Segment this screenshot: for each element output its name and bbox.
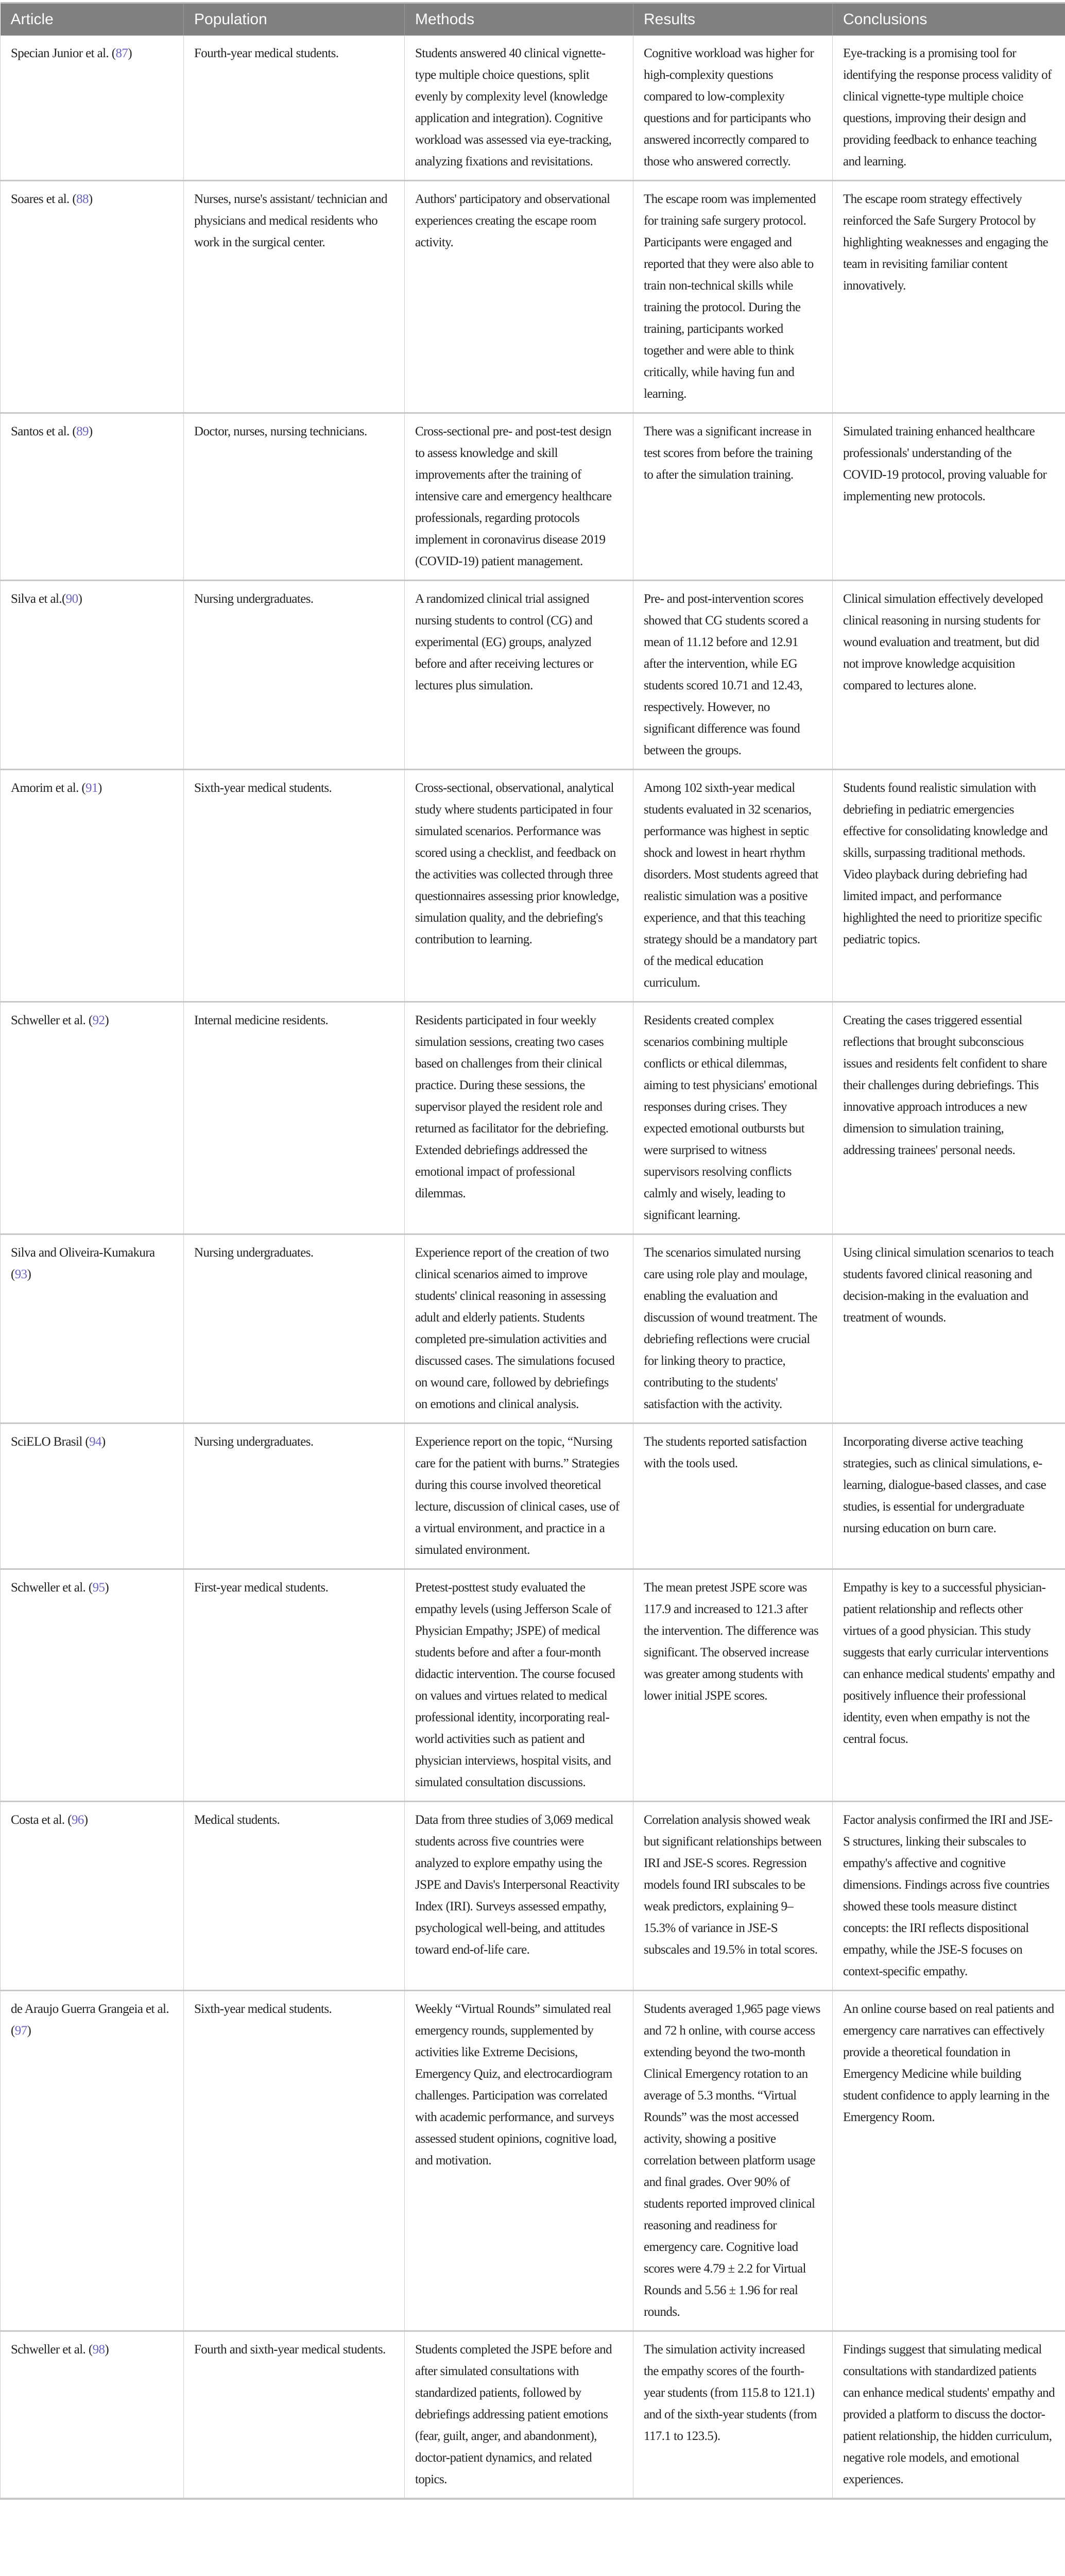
citation-link[interactable]: ( 97 ) — [11, 2024, 31, 2038]
results-cell: The students reported satisfaction with the tools used. — [633, 1423, 833, 1569]
population-cell: Nursing undergraduates. — [184, 1234, 405, 1423]
results-cell: Students averaged 1,965 page views and 72 h online, with course access extending beyond the two-month Clinical Emergency rotation to an average of 5.3 months. “Virtual Rounds” was the most accessed activity, showing a positive correlation between platform usage and final grades. Over 90% of students reported improved clinical reasoning and readiness for emergency care. Cognitive load scores were 4.79 ± 2.2 for Virtual Rounds and 5.56 ± 1.96 for real rounds. — [633, 1991, 833, 2331]
article-name: Silva et al. — [11, 592, 62, 606]
header-conclusions: Conclusions — [833, 3, 1065, 36]
citation-link[interactable]: ( 91 ) — [81, 781, 101, 795]
article-cell — [1, 770, 184, 1002]
methods-cell: Students completed the JSPE before and after simulated consultations with standardized patients, followed by debriefings addressing patient emotions (fear, guilt, anger, and abandonment), doctor-patient dynamics, and related topics. — [405, 2331, 633, 2499]
citation-link[interactable]: ( 94 ) — [85, 1435, 105, 1449]
article-cell — [1, 1234, 184, 1423]
header-row — [1, 3, 1065, 36]
article-name: Costa et al. — [11, 1813, 65, 1827]
citation-link[interactable]: ( 96 ) — [67, 1813, 88, 1827]
methods-cell: Students answered 40 clinical vignette-type multiple choice questions, split evenly by complexity level (knowledge application and integration). Cognitive workload was assessed via eye-tracking, analyzing fixations and revisitations. — [405, 36, 633, 181]
population-cell: Fourth and sixth-year medical students. — [184, 2331, 405, 2499]
header-methods: Methods — [405, 3, 633, 36]
studies-table — [0, 2, 1065, 2500]
conclusions-cell: Empathy is key to a successful physician-patient relationship and reflects other virtues of a good physician. This study suggests that early curricular interventions can enhance medical students' empathy and positively influence their professional identity, even when empathy is not the central focus. — [833, 1569, 1065, 1802]
results-cell: Cognitive workload was higher for high-complexity questions compared to low-complexity questions and for participants who answered incorrectly compared to those who answered correctly. — [633, 36, 833, 181]
citation-link[interactable]: ( 93 ) — [11, 1267, 31, 1281]
table-row — [1, 1569, 1065, 1802]
results-cell: The mean pretest JSPE score was 117.9 and increased to 121.3 after the intervention. The difference was significant. The observed increase was greater among students with lower initial JSPE scores. — [633, 1569, 833, 1802]
population-cell: Nursing undergraduates. — [184, 1423, 405, 1569]
table-row — [1, 1423, 1065, 1569]
table-body — [1, 36, 1065, 2499]
population-cell: Nurses, nurse's assistant/ technician and physicians and medical residents who work in the surgical center. — [184, 181, 405, 413]
header-population: Population — [184, 3, 405, 36]
conclusions-cell: An online course based on real patients and emergency care narratives can effectively provide a theoretical foundation in Emergency Medicine while building student confidence to apply learning in the Emergency Room. — [833, 1991, 1065, 2331]
population-cell: Fourth-year medical students. — [184, 36, 405, 181]
conclusions-cell: Eye-tracking is a promising tool for identifying the response process validity of clinical vignette-type multiple choice questions, improving their design and providing feedback to enhance teaching and learning. — [833, 36, 1065, 181]
conclusions-cell: Clinical simulation effectively developed clinical reasoning in nursing students for wound evaluation and treatment, but did not improve knowledge acquisition compared to lectures alone. — [833, 581, 1065, 770]
citation-link[interactable]: ( 87 ) — [112, 46, 132, 60]
methods-cell: A randomized clinical trial assigned nursing students to control (CG) and experimental (EG) groups, analyzed before and after receiving lectures or lectures plus simulation. — [405, 581, 633, 770]
results-cell: Pre- and post-intervention scores showed that CG students scored a mean of 11.12 before and 12.91 after the intervention, while EG students scored 10.71 and 12.43, respectively. However, no significant difference was found between the groups. — [633, 581, 833, 770]
results-cell: The scenarios simulated nursing care using role play and moulage, enabling the evaluation and discussion of wound treatment. The debriefing reflections were crucial for linking theory to practice, contributing to the students' satisfaction with the activity. — [633, 1234, 833, 1423]
results-cell: Residents created complex scenarios combining multiple conflicts or ethical dilemmas, aiming to test physicians' emotional responses during crises. They expected emotional outbursts but were surprised to witness supervisors resolving conflicts calmly and wisely, leading to significant learning. — [633, 1002, 833, 1234]
methods-cell: Experience report on the topic, “Nursing care for the patient with burns.” Strategies during this course involved theoretical lecture, discussion of clinical cases, use of a virtual environment, and practice in a simulated environment. — [405, 1423, 633, 1569]
table-row — [1, 1802, 1065, 1991]
population-cell: Internal medicine residents. — [184, 1002, 405, 1234]
methods-cell: Cross-sectional, observational, analytical study where students participated in four simulated scenarios. Performance was scored using a checklist, and feedback on the activities was collected through three questionnaires assessing prior knowledge, simulation quality, and the debriefing's contribution to learning. — [405, 770, 633, 1002]
results-cell: There was a significant increase in test scores from before the training to after the simulation training. — [633, 413, 833, 581]
citation-link[interactable]: ( 90 ) — [62, 592, 82, 606]
article-cell — [1, 1991, 184, 2331]
table-row — [1, 36, 1065, 181]
conclusions-cell: Students found realistic simulation with debriefing in pediatric emergencies effective for consolidating knowledge and skills, surpassing traditional methods. Video playback during debriefing had limited impact, and performance highlighted the need to prioritize specific pediatric topics. — [833, 770, 1065, 1002]
table-header — [1, 3, 1065, 36]
results-cell: The escape room was implemented for training safe surgery protocol. Participants were engaged and reported that they were also able to train non-technical skills while training the protocol. During the training, participants worked together and were able to think critically, while having fun and learning. — [633, 181, 833, 413]
article-name: Schweller et al. — [11, 1581, 86, 1595]
methods-cell: Pretest-posttest study evaluated the empathy levels (using Jefferson Scale of Physician Empathy; JSPE) of medical students before and after a four-month didactic intervention. The course focused on values and virtues related to medical professional identity, incorporating real-world activities such as patient and physician interviews, hospital visits, and simulated consultation discussions. — [405, 1569, 633, 1802]
population-cell: Medical students. — [184, 1802, 405, 1991]
methods-cell: Cross-sectional pre- and post-test design to assess knowledge and skill improvements after the training of intensive care and emergency healthcare professionals, regarding protocols implement in coronavirus disease 2019 (COVID-19) patient management. — [405, 413, 633, 581]
conclusions-cell: Factor analysis confirmed the IRI and JSE-S structures, linking their subscales to empathy's affective and cognitive dimensions. Findings across five countries showed these tools measure distinct concepts: the IRI reflects dispositional empathy, while the JSE-S focuses on context-specific empathy. — [833, 1802, 1065, 1991]
article-cell — [1, 1802, 184, 1991]
results-cell: The simulation activity increased the empathy scores of the fourth-year students (from 115.8 to 121.1) and of the sixth-year students (from 117.1 to 123.5). — [633, 2331, 833, 2499]
results-cell: Correlation analysis showed weak but significant relationships between IRI and JSE-S scores. Regression models found IRI subscales to be weak predictors, explaining 9–15.3% of variance in JSE-S subscales and 19.5% in total scores. — [633, 1802, 833, 1991]
conclusions-cell: Incorporating diverse active teaching strategies, such as clinical simulations, e-learning, dialogue-based classes, and case studies, is essential for undergraduate nursing education on burn care. — [833, 1423, 1065, 1569]
table-row — [1, 2331, 1065, 2499]
conclusions-cell: Creating the cases triggered essential reflections that brought subconscious issues and residents felt confident to share their challenges during debriefings. This innovative approach introduces a new dimension to simulation training, addressing trainees' personal needs. — [833, 1002, 1065, 1234]
population-cell: Sixth-year medical students. — [184, 770, 405, 1002]
table-row — [1, 581, 1065, 770]
table-row — [1, 1002, 1065, 1234]
article-cell — [1, 1423, 184, 1569]
conclusions-cell: The escape room strategy effectively reinforced the Safe Surgery Protocol by highlighting weaknesses and engaging the team in revisiting familiar content innovatively. — [833, 181, 1065, 413]
methods-cell: Residents participated in four weekly simulation sessions, creating two cases based on challenges from their clinical practice. During these sessions, the supervisor played the resident role and returned as facilitator for the debriefing. Extended debriefings addressed the emotional impact of professional dilemmas. — [405, 1002, 633, 1234]
article-name: de Araujo Guerra Grangeia et al. — [11, 2002, 169, 2016]
article-name: SciELO Brasil — [11, 1435, 82, 1449]
article-name: Schweller et al. — [11, 1013, 86, 1027]
population-cell: Nursing undergraduates. — [184, 581, 405, 770]
article-cell — [1, 1569, 184, 1802]
article-cell — [1, 413, 184, 581]
table-row — [1, 1234, 1065, 1423]
results-cell: Among 102 sixth-year medical students evaluated in 32 scenarios, performance was highest in septic shock and lowest in heart rhythm disorders. Most students agreed that realistic simulation was a positive experience, and that this teaching strategy should be a mandatory part of the medical education curriculum. — [633, 770, 833, 1002]
article-name: Amorim et al. — [11, 781, 79, 795]
table-row — [1, 1991, 1065, 2331]
conclusions-cell: Simulated training enhanced healthcare professionals' understanding of the COVID-19 protocol, proving valuable for implementing new protocols. — [833, 413, 1065, 581]
citation-link[interactable]: ( 88 ) — [72, 192, 92, 206]
article-cell — [1, 581, 184, 770]
article-name: Specian Junior et al. — [11, 46, 109, 60]
methods-cell: Data from three studies of 3,069 medical students across five countries were analyzed to explore empathy using the JSPE and Davis's Interpersonal Reactivity Index (IRI). Surveys assessed empathy, psychological well-being, and attitudes toward end-of-life care. — [405, 1802, 633, 1991]
article-name: Soares et al. — [11, 192, 70, 206]
citation-link[interactable]: ( 89 ) — [72, 425, 92, 438]
article-cell — [1, 1002, 184, 1234]
article-cell — [1, 181, 184, 413]
table-row — [1, 770, 1065, 1002]
table-row — [1, 413, 1065, 581]
conclusions-cell: Findings suggest that simulating medical consultations with standardized patients can enhance medical students' empathy and provided a platform to discuss the doctor-patient relationship, the hidden curriculum, negative role models, and emotional experiences. — [833, 2331, 1065, 2499]
citation-link[interactable]: ( 98 ) — [89, 2343, 109, 2357]
article-name: Silva and Oliveira-Kumakura — [11, 1246, 155, 1260]
article-cell — [1, 2331, 184, 2499]
methods-cell: Weekly “Virtual Rounds” simulated real emergency rounds, supplemented by activities like Extreme Decisions, Emergency Quiz, and electrocardiogram challenges. Participation was correlated with academic performance, and surveys assessed student opinions, cognitive load, and motivation. — [405, 1991, 633, 2331]
article-cell — [1, 36, 184, 181]
header-article: Article — [1, 3, 184, 36]
table-row — [1, 181, 1065, 413]
article-name: Schweller et al. — [11, 2343, 86, 2357]
population-cell: Sixth-year medical students. — [184, 1991, 405, 2331]
methods-cell: Experience report of the creation of two clinical scenarios aimed to improve students' clinical reasoning in assessing adult and elderly patients. Students completed pre-simulation activities and discussed cases. The simulations focused on wound care, followed by debriefings on emotions and clinical analysis. — [405, 1234, 633, 1423]
citation-link[interactable]: ( 92 ) — [89, 1013, 109, 1027]
methods-cell: Authors' participatory and observational experiences creating the escape room activity. — [405, 181, 633, 413]
article-name: Santos et al. — [11, 425, 70, 438]
citation-link[interactable]: ( 95 ) — [89, 1581, 109, 1595]
population-cell: First-year medical students. — [184, 1569, 405, 1802]
header-results: Results — [633, 3, 833, 36]
conclusions-cell: Using clinical simulation scenarios to teach students favored clinical reasoning and decision-making in the evaluation and treatment of wounds. — [833, 1234, 1065, 1423]
population-cell: Doctor, nurses, nursing technicians. — [184, 413, 405, 581]
